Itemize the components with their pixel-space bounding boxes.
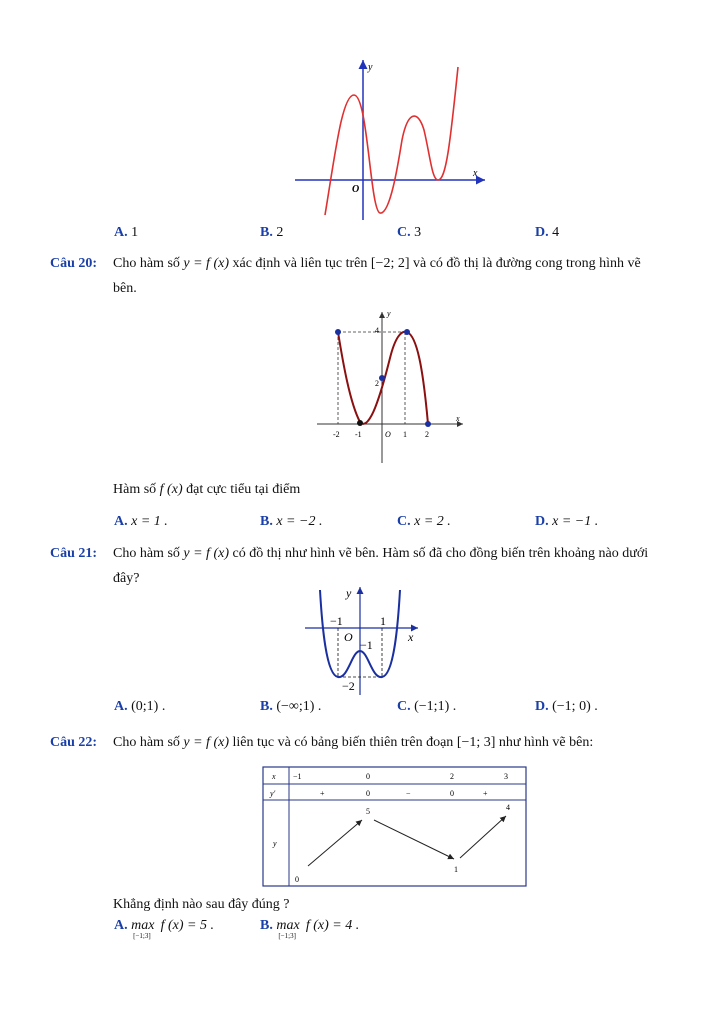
svg-text:y: y bbox=[273, 839, 277, 848]
q22-variation-table bbox=[262, 766, 528, 888]
svg-text:−1: −1 bbox=[330, 614, 343, 628]
q22-arrow-up-2 bbox=[460, 816, 506, 858]
q21-stem-line1: Cho hàm số y = f (x) có đồ thị như hình vẽ bên. Hàm số đã cho đồng biến trên khoảng nào dưới bbox=[113, 546, 649, 561]
q21-answer-b[interactable]: B. (−∞;1) . bbox=[260, 699, 322, 714]
q22-arrow-down bbox=[374, 820, 454, 859]
q21-answer-a[interactable]: A. (0;1) . bbox=[114, 699, 166, 714]
svg-text:-2: -2 bbox=[333, 430, 340, 439]
q22-answer-a[interactable]: A. max [−1;3] f (x) = 5 . bbox=[114, 918, 214, 940]
q19-x-label: x bbox=[473, 168, 478, 179]
svg-text:O: O bbox=[344, 630, 353, 644]
q19-answer-a[interactable]: A. 1 bbox=[114, 225, 139, 240]
svg-text:0: 0 bbox=[366, 772, 370, 781]
svg-text:−: − bbox=[406, 789, 411, 798]
q22-stem: Cho hàm số y = f (x) liên tục và có bảng biến thiên trên đoạn [−1; 3] như hình vẽ bên: bbox=[113, 735, 594, 750]
q19-answer-b[interactable]: B. 2 bbox=[260, 225, 284, 240]
svg-text:-1: -1 bbox=[355, 430, 362, 439]
svg-text:2: 2 bbox=[375, 379, 379, 388]
svg-text:x: x bbox=[272, 772, 276, 781]
svg-text:0: 0 bbox=[295, 875, 299, 884]
svg-text:x: x bbox=[408, 630, 414, 644]
q20-point-1 bbox=[404, 329, 410, 335]
q21-stem-line2: đây? bbox=[113, 571, 140, 586]
q20-answer-d[interactable]: D. x = −1 . bbox=[535, 514, 599, 529]
svg-text:+: + bbox=[483, 789, 488, 798]
q20-ask: Hàm số f (x) đạt cực tiểu tại điểm bbox=[113, 482, 301, 497]
svg-text:x: x bbox=[456, 414, 460, 423]
svg-text:y′: y′ bbox=[270, 789, 276, 798]
q20-point-m1 bbox=[357, 420, 363, 426]
q22-number: Câu 22: bbox=[50, 735, 98, 750]
q20-answer-b[interactable]: B. x = −2 . bbox=[260, 514, 323, 529]
q19-answer-c[interactable]: C. 3 bbox=[397, 225, 422, 240]
svg-text:5: 5 bbox=[366, 807, 370, 816]
svg-text:1: 1 bbox=[403, 430, 407, 439]
q22-arrow-up-1 bbox=[308, 820, 362, 866]
svg-text:4: 4 bbox=[375, 326, 379, 335]
svg-text:0: 0 bbox=[366, 789, 370, 798]
svg-text:1: 1 bbox=[380, 614, 386, 628]
svg-text:y: y bbox=[346, 586, 352, 600]
q19-graph bbox=[290, 55, 490, 225]
q19-curve bbox=[325, 67, 458, 215]
q22-answer-b[interactable]: B. max [−1;3] f (x) = 4 . bbox=[260, 918, 360, 940]
q19-origin: O bbox=[352, 184, 360, 195]
q20-point-m2 bbox=[335, 329, 341, 335]
q21-number: Câu 21: bbox=[50, 546, 98, 561]
svg-text:−1: −1 bbox=[293, 772, 302, 781]
svg-text:+: + bbox=[320, 789, 325, 798]
svg-text:O: O bbox=[385, 430, 391, 439]
q20-point-0 bbox=[379, 375, 385, 381]
svg-text:y: y bbox=[387, 309, 391, 318]
q20-stem-line2: bên. bbox=[113, 281, 137, 296]
svg-text:−2: −2 bbox=[342, 679, 355, 693]
q19-answer-d[interactable]: D. 4 bbox=[535, 225, 560, 240]
q22-ask: Khẳng định nào sau đây đúng ? bbox=[113, 897, 290, 912]
q20-answer-a[interactable]: A. x = 1 . bbox=[114, 514, 168, 529]
svg-text:−1: −1 bbox=[360, 638, 373, 652]
q21-graph bbox=[300, 585, 425, 697]
q20-number: Câu 20: bbox=[50, 256, 98, 271]
svg-text:1: 1 bbox=[454, 865, 458, 874]
svg-text:3: 3 bbox=[504, 772, 508, 781]
q20-graph bbox=[315, 308, 470, 468]
q19-y-label: y bbox=[368, 62, 373, 73]
q20-answer-c[interactable]: C. x = 2 . bbox=[397, 514, 451, 529]
svg-text:0: 0 bbox=[450, 789, 454, 798]
q21-answer-c[interactable]: C. (−1;1) . bbox=[397, 699, 457, 714]
svg-text:2: 2 bbox=[425, 430, 429, 439]
q20-stem-line1: Cho hàm số y = f (x) xác định và liên tục trên [−2; 2] và có đồ thị là đường cong trong hình vẽ bbox=[113, 256, 641, 271]
svg-text:2: 2 bbox=[450, 772, 454, 781]
q20-point-2 bbox=[425, 421, 431, 427]
q21-answer-d[interactable]: D. (−1; 0) . bbox=[535, 699, 598, 714]
svg-text:4: 4 bbox=[506, 803, 510, 812]
